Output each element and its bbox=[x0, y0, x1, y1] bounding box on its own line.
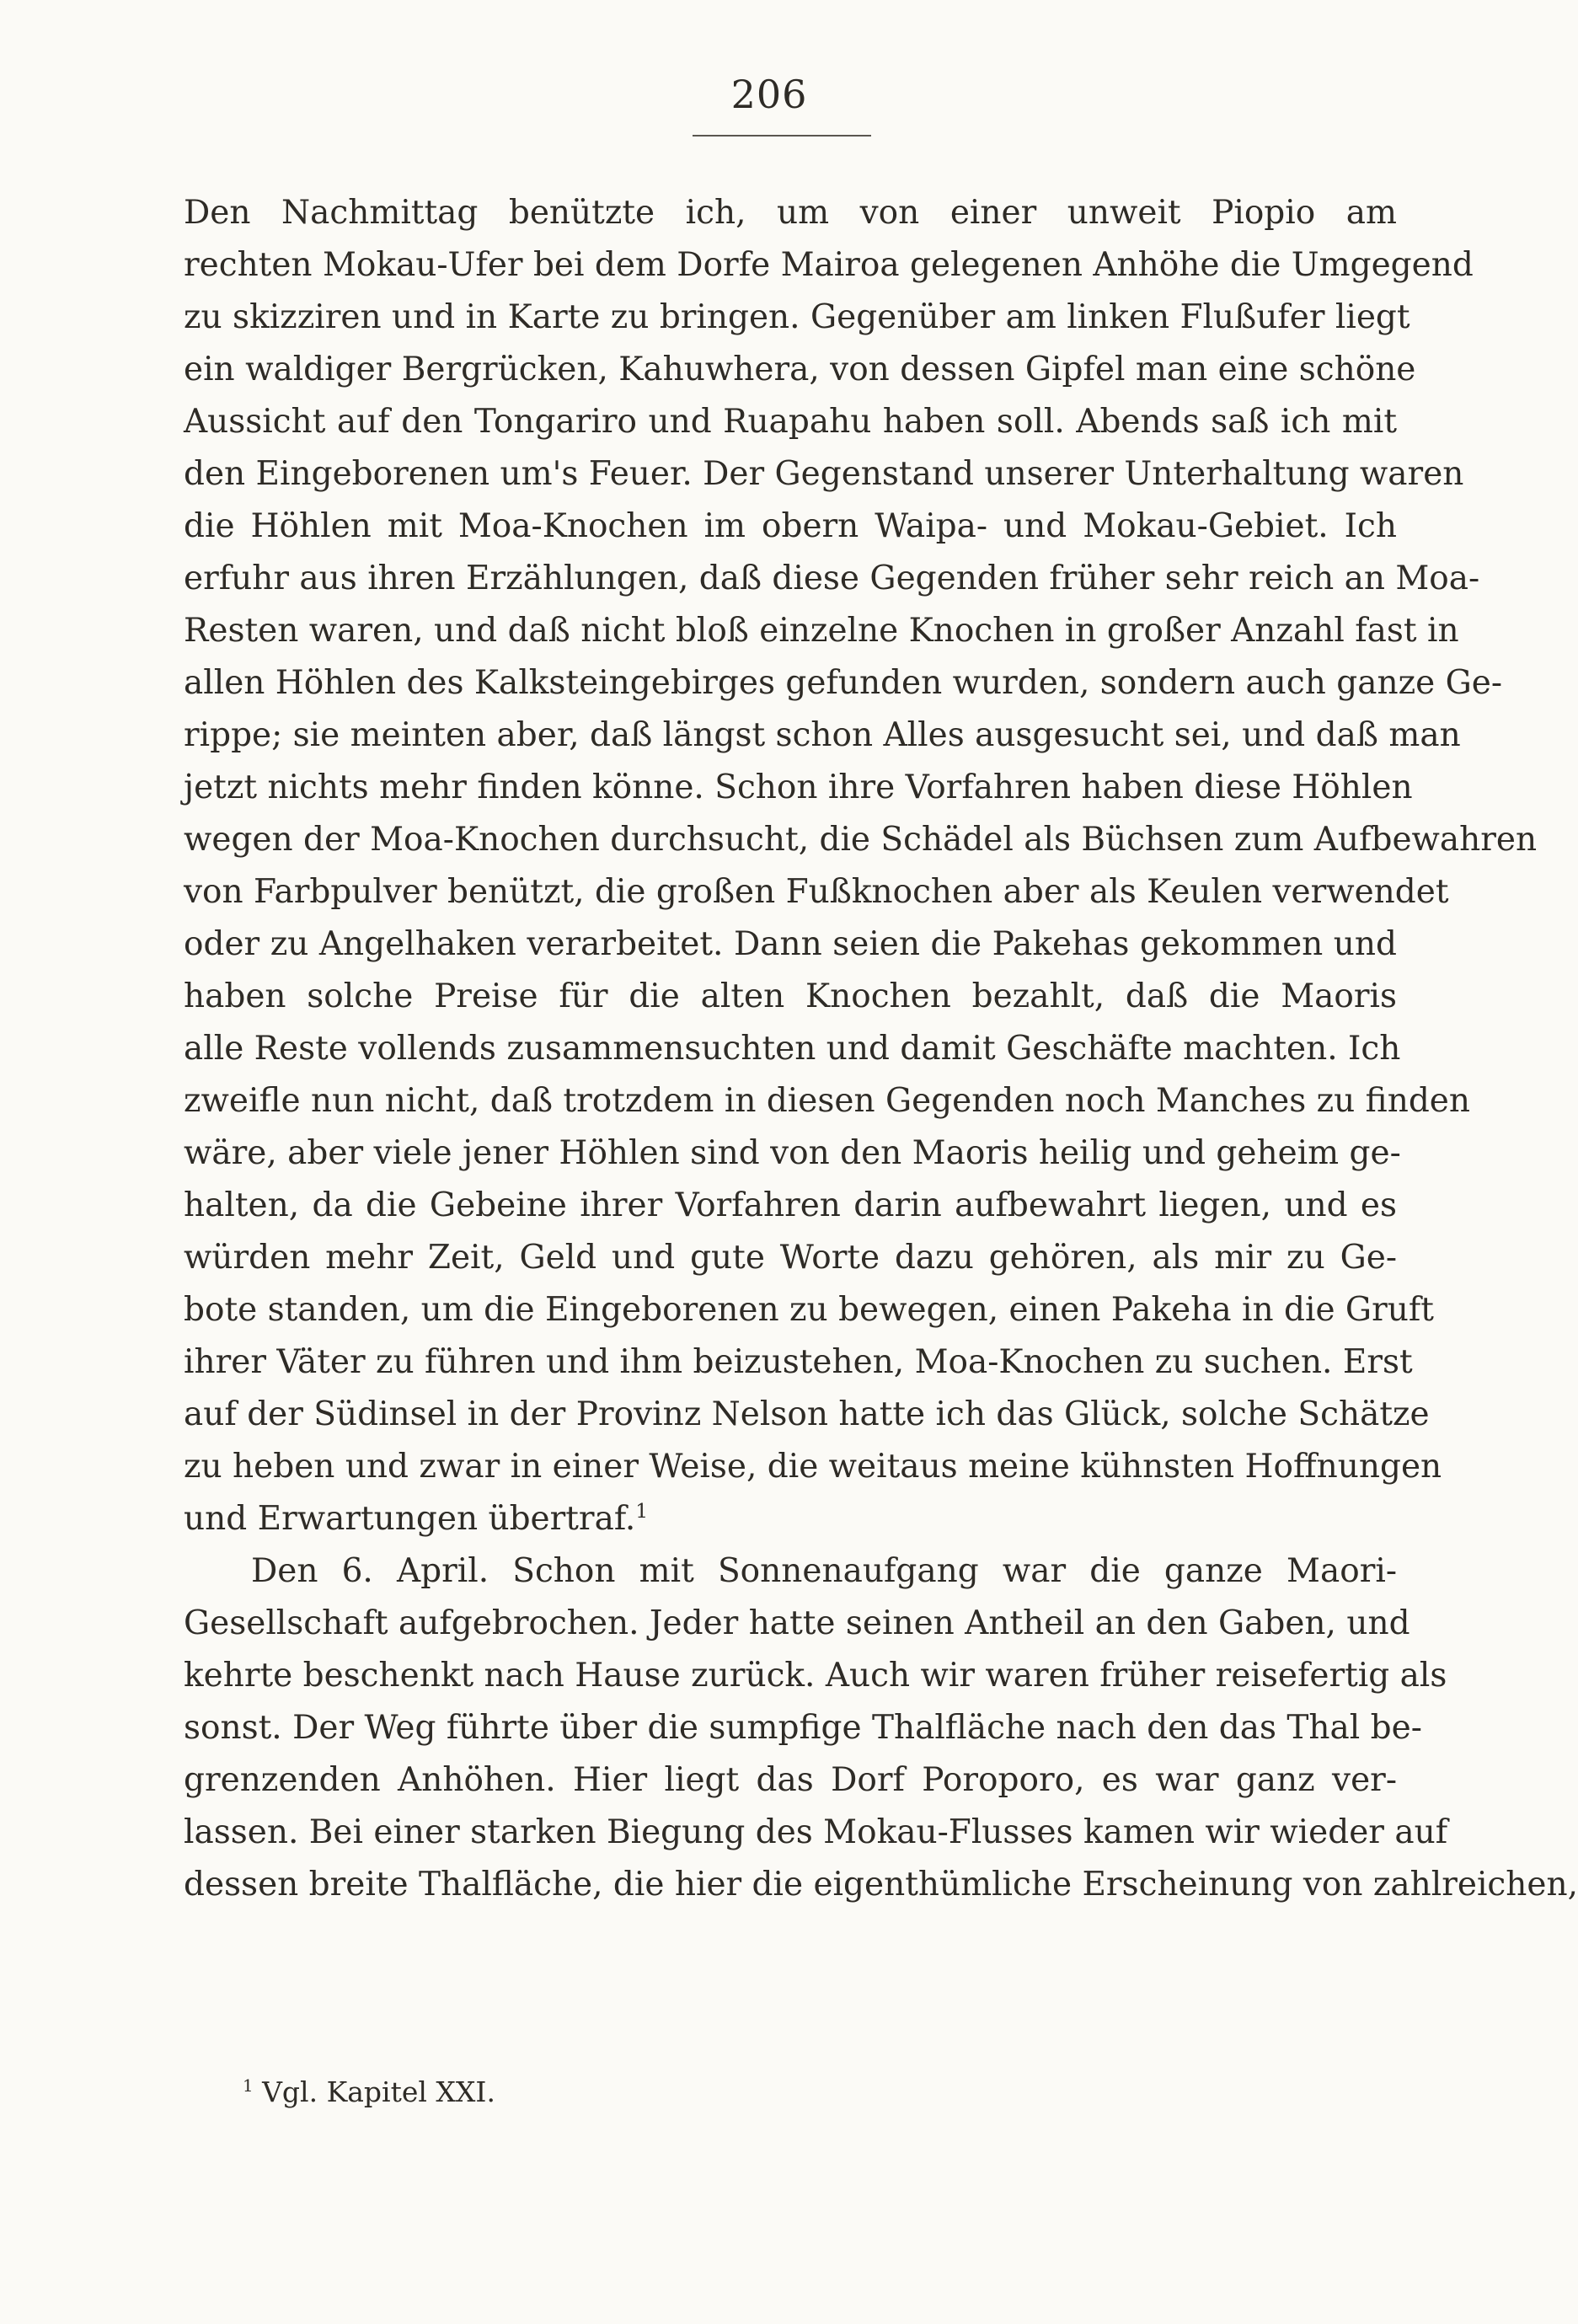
text-line: wegen der Moa-Knochen durchsucht, die Schädel als Büchsen zum Aufbewahren bbox=[184, 821, 1538, 859]
text-line: alle Reste vollends zusammensuchten und damit Geschäfte machten. Ich bbox=[184, 1030, 1401, 1068]
text-line: jetzt nichts mehr finden könne. Schon ihre Vorfahren haben diese Höhlen bbox=[184, 768, 1413, 806]
text-line: lassen. Bei einer starken Biegung des Mokau-Flusses kamen wir wieder auf bbox=[184, 1813, 1448, 1851]
text-line: grenzenden Anhöhen. Hier liegt das Dorf Poroporo, es war ganz ver- bbox=[184, 1761, 1397, 1799]
text-line: dessen breite Thalfläche, die hier die eigenthümliche Erscheinung von zahlreichen, bbox=[184, 1866, 1578, 1904]
text-line: halten, da die Gebeine ihrer Vorfahren darin aufbewahrt liegen, und es bbox=[184, 1186, 1397, 1224]
text-line: auf der Südinsel in der Provinz Nelson hatte ich das Glück, solche Schätze bbox=[184, 1395, 1430, 1433]
text-line: Resten waren, und daß nicht bloß einzelne Knochen in großer Anzahl fast in bbox=[184, 612, 1459, 650]
footnote-marker: 1 bbox=[243, 2076, 254, 2096]
text-line: zu skizziren und in Karte zu bringen. Gegenüber am linken Flußufer liegt bbox=[184, 298, 1410, 336]
text-line: würden mehr Zeit, Geld und gute Worte dazu gehören, als mir zu Ge- bbox=[184, 1239, 1397, 1277]
header-rule bbox=[693, 135, 871, 137]
footnote bbox=[243, 2073, 495, 2112]
footnote-text: Vgl. Kapitel XXI. bbox=[262, 2075, 495, 2108]
page-number: 206 bbox=[730, 72, 808, 117]
text-line: zu heben und zwar in einer Weise, die weitaus meine kühnsten Hoffnungen bbox=[184, 1448, 1442, 1486]
text-line: sonst. Der Weg führte über die sumpfige Thalfläche nach den das Thal be- bbox=[184, 1709, 1422, 1747]
text-line: haben solche Preise für die alten Knochen bezahlt, daß die Maoris bbox=[184, 977, 1397, 1015]
footnote-reference: 1 bbox=[635, 1499, 649, 1523]
text-line: Den Nachmittag benützte ich, um von einer unweit Piopio am bbox=[184, 194, 1397, 232]
text-line: Gesellschaft aufgebrochen. Jeder hatte seinen Antheil an den Gaben, und bbox=[184, 1604, 1410, 1642]
text-line: bote standen, um die Eingeborenen zu bewegen, einen Pakeha in die Gruft bbox=[184, 1291, 1434, 1329]
text-line: Aussicht auf den Tongariro und Ruapahu haben soll. Abends saß ich mit bbox=[184, 403, 1397, 441]
text-line-content: und Erwartungen übertraf. bbox=[184, 1500, 636, 1538]
text-line: den Eingeborenen um's Feuer. Der Gegenstand unserer Unterhaltung waren bbox=[184, 455, 1464, 493]
text-line: ihrer Väter zu führen und ihm beizustehen, Moa-Knochen zu suchen. Erst bbox=[184, 1343, 1413, 1381]
text-line: rippe; sie meinten aber, daß längst schon Alles ausgesucht sei, und daß man bbox=[184, 716, 1461, 754]
text-line bbox=[184, 1493, 1397, 1545]
text-line: die Höhlen mit Moa-Knochen im obern Waipa- und Mokau-Gebiet. Ich bbox=[184, 507, 1397, 545]
text-line: Den 6. April. Schon mit Sonnenaufgang war die ganze Maori- bbox=[251, 1552, 1397, 1590]
text-line: kehrte beschenkt nach Hause zurück. Auch wir waren früher reisefertig als bbox=[184, 1657, 1447, 1695]
text-line: allen Höhlen des Kalksteingebirges gefunden wurden, sondern auch ganze Ge- bbox=[184, 664, 1503, 702]
text-line: von Farbpulver benützt, die großen Fußknochen aber als Keulen verwendet bbox=[184, 873, 1449, 911]
body-text bbox=[184, 187, 1578, 1911]
text-line: erfuhr aus ihren Erzählungen, daß diese Gegenden früher sehr reich an Moa- bbox=[184, 560, 1480, 597]
text-line: wäre, aber viele jener Höhlen sind von den Maoris heilig und geheim ge- bbox=[184, 1134, 1401, 1172]
text-line: ein waldiger Bergrücken, Kahuwhera, von dessen Gipfel man eine schöne bbox=[184, 351, 1416, 388]
text-line: rechten Mokau-Ufer bei dem Dorfe Mairoa gelegenen Anhöhe die Umgegend bbox=[184, 246, 1474, 284]
text-line: zweifle nun nicht, daß trotzdem in diesen Gegenden noch Manches zu finden bbox=[184, 1082, 1470, 1120]
text-line: oder zu Angelhaken verarbeitet. Dann seien die Pakehas gekommen und bbox=[184, 925, 1397, 963]
